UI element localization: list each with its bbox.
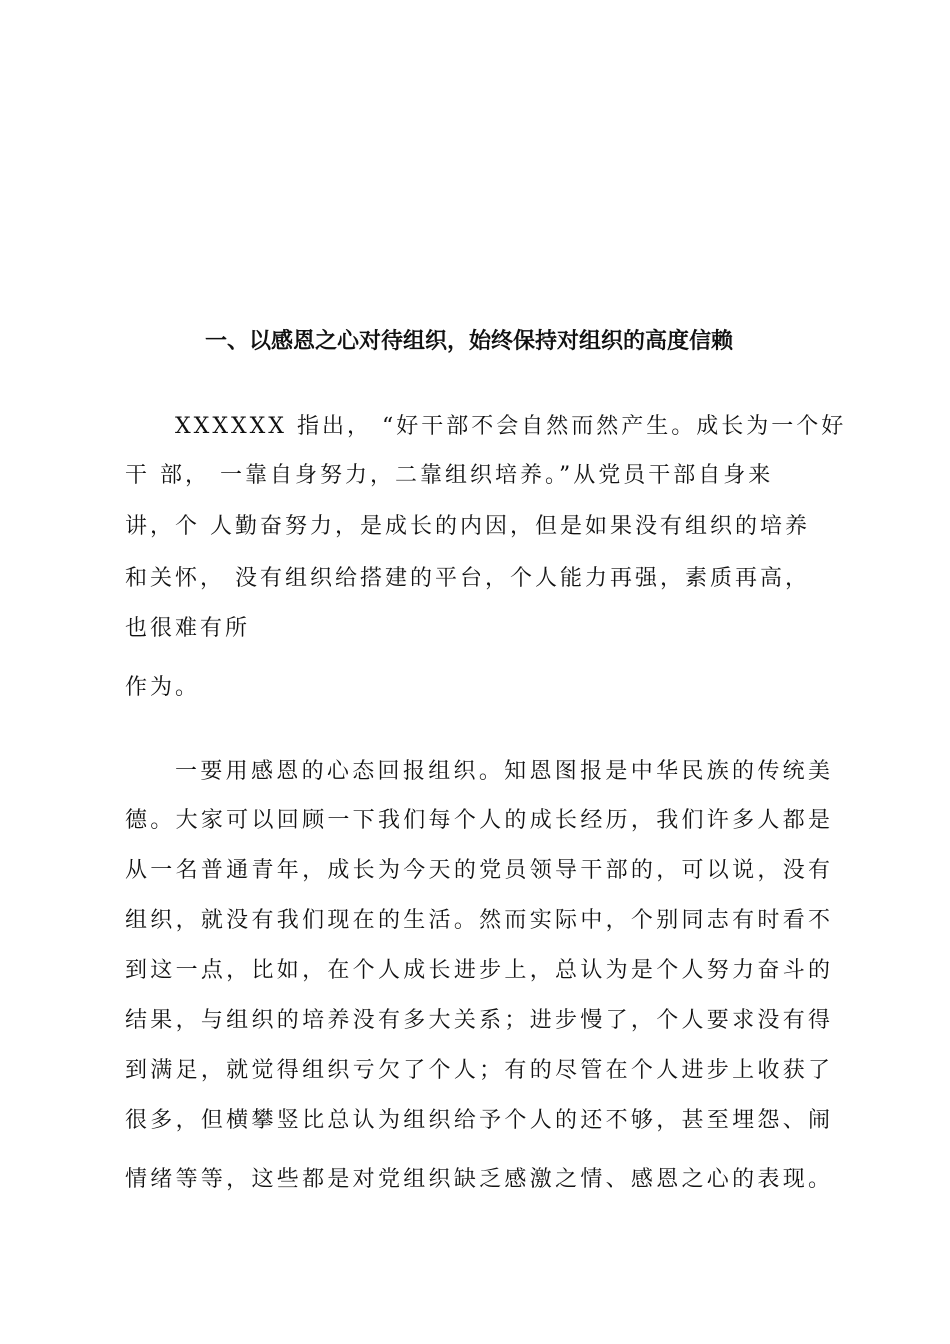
paragraph-line: 一要用感恩的心态回报组织。知恩图报是中华民族的传统美	[175, 759, 830, 784]
paragraph-line: 结果，与组织的培养没有多大关系；进步慢了，个人要求没有得	[125, 1008, 830, 1033]
paragraph-line: 很多，但横攀竖比总认为组织给予个人的还不够，甚至埋怨、闹	[125, 1108, 830, 1133]
paragraph-line: 讲，个 人勤奋努力，是成长的内因，但是如果没有组织的培养	[125, 514, 810, 539]
paragraph-line: XXXXXX 指出， “好干部不会自然而然产生。成长为一个好	[175, 414, 847, 439]
paragraph-line: 德。大家可以回顾一下我们每个人的成长经历，我们许多人都是	[125, 808, 830, 833]
paragraph-line: 组织，就没有我们现在的生活。然而实际中，个别同志有时看不	[125, 908, 830, 933]
paragraph-line: 也很难有所	[125, 616, 251, 641]
paragraph-line: 和关怀， 没有组织给搭建的平台，个人能力再强，素质再高，	[125, 566, 810, 591]
paragraph-line: 干 部， 一靠自身努力，二靠组织培养。”从党员干部自身来	[125, 463, 774, 488]
paragraph-line: 到这一点，比如，在个人成长进步上，总认为是个人努力奋斗的	[125, 958, 830, 983]
paragraph-line: 情绪等等，这些都是对党组织缺乏感激之情、感恩之心的表现。	[125, 1167, 830, 1192]
paragraph-line: 从一名普通青年，成长为今天的党员领导干部的，可以说，没有	[125, 858, 830, 883]
section-heading: 一、以感恩之心对待组织，始终保持对组织的高度信赖	[204, 329, 733, 354]
paragraph-line: 作为。	[125, 675, 201, 700]
paragraph-line: 到满足，就觉得组织亏欠了个人；有的尽管在个人进步上收获了	[125, 1058, 830, 1083]
